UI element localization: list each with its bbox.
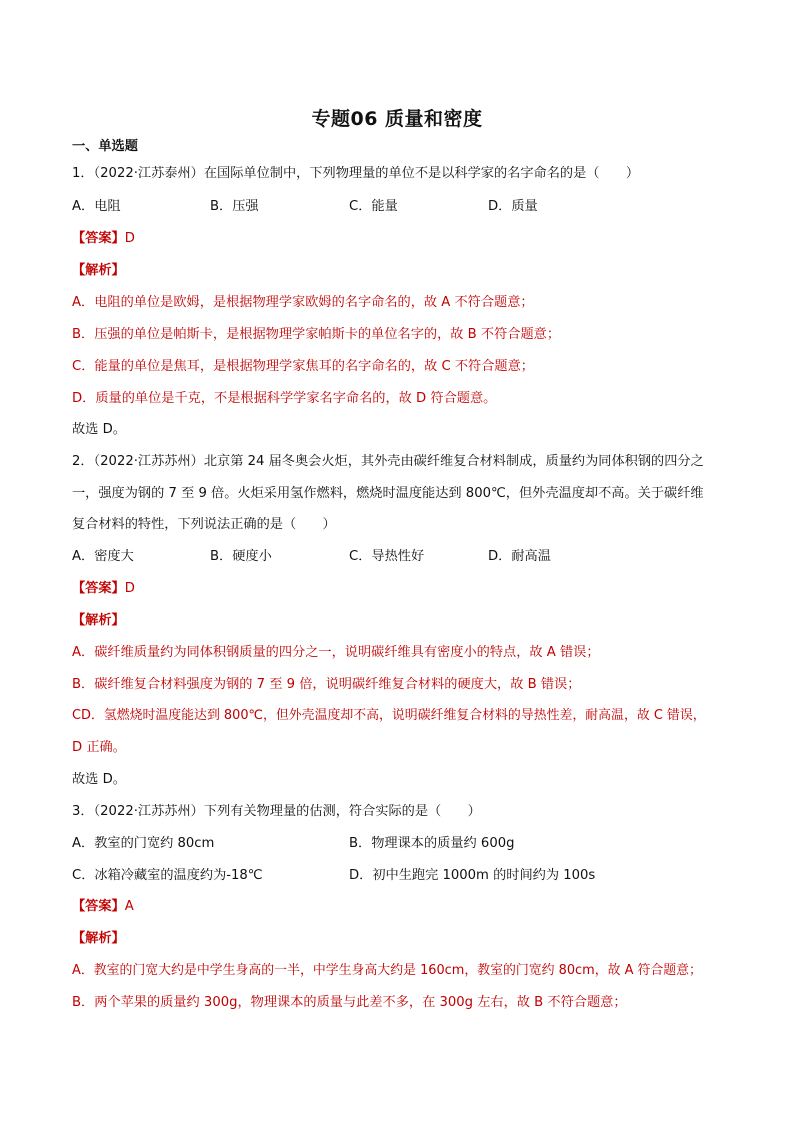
q1-analysis-label (72, 262, 125, 280)
q1-analysis-d: D．质量的单位是千克，不是根据科学学家名字命名的，故 D 符合题意。 (72, 391, 497, 406)
q1-option-a: A．电阻 (72, 199, 121, 214)
answer-value: D (124, 581, 135, 596)
q3-option-d: D．初中生跑完 1000m 的时间约为 100s (349, 868, 596, 883)
q2-option-b: B．硬度小 (210, 549, 272, 564)
answer-label: 【答案】 (72, 899, 125, 914)
analysis-label: 【解析】 (72, 263, 125, 278)
q1-analysis-a: A．电阻的单位是欧姆，是根据物理学家欧姆的名字命名的，故 A 不符合题意； (72, 295, 534, 310)
q2-answer (72, 580, 135, 598)
q2-stem-line2: 一，强度为钢的 7 至 9 倍。火炬采用氢作燃料，燃烧时温度能达到 800℃，但外壳温度却不高。关于碳纤维 (72, 486, 704, 501)
q3-option-c: C．冰箱冷藏室的温度约为-18℃ (72, 868, 263, 883)
section-heading: 一、单选题 (72, 139, 138, 154)
q3-answer (72, 898, 134, 916)
q2-option-d: D．耐高温 (488, 549, 551, 564)
q3-analysis-a: A．教室的门宽大约是中学生身高的一半，中学生身高大约是 160cm，教室的门宽约 80cm，故 A 符合题意； (72, 963, 702, 978)
q1-stem: 1．（2022·江苏泰州）在国际单位制中，下列物理量的单位不是以科学家的名字命名的是（ ） (72, 166, 640, 181)
q2-option-a: A．密度大 (72, 549, 134, 564)
answer-label: 【答案】 (72, 231, 125, 246)
q1-option-d: D．质量 (488, 199, 538, 214)
analysis-label: 【解析】 (72, 613, 125, 628)
q2-stem-line1: 2．（2022·江苏苏州）北京第 24 届冬奥会火炬，其外壳由碳纤维复合材料制成，质量约为同体积钢的四分之 (72, 454, 704, 469)
q1-answer (72, 230, 135, 248)
answer-label: 【答案】 (72, 581, 125, 596)
analysis-label: 【解析】 (72, 931, 125, 946)
q3-stem: 3．（2022·江苏苏州）下列有关物理量的估测，符合实际的是（ ） (72, 804, 481, 819)
page-title: 专题06 质量和密度 (311, 108, 483, 130)
q1-option-b: B．压强 (210, 199, 259, 214)
q1-analysis-c: C．能量的单位是焦耳，是根据物理学家焦耳的名字命名的，故 C 不符合题意； (72, 359, 534, 374)
q3-analysis-label (72, 930, 125, 948)
q2-analysis-b: B．碳纤维复合材料强度为钢的 7 至 9 倍，说明碳纤维复合材料的硬度大，故 B 错误； (72, 677, 581, 692)
q2-analysis-label (72, 612, 125, 630)
q2-analysis-cd: CD．氢燃烧时温度能达到 800℃，但外壳温度却不高，说明碳纤维复合材料的导热性差，耐高温，故 C 错误， (72, 708, 706, 723)
q2-option-c: C．导热性好 (349, 549, 425, 564)
q3-option-b: B．物理课本的质量约 600g (349, 836, 515, 851)
q2-analysis-a: A．碳纤维质量约为同体积钢质量的四分之一，说明碳纤维具有密度小的特点，故 A 错误； (72, 645, 600, 660)
q1-analysis-b: B．压强的单位是帕斯卡，是根据物理学家帕斯卡的单位名字的，故 B 不符合题意； (72, 327, 561, 342)
q2-conclusion: 故选 D。 (72, 772, 126, 787)
answer-value: D (124, 231, 135, 246)
q3-analysis-b: B．两个苹果的质量约 300g，物理课本的质量与此差不多，在 300g 左右，故 B 不符合题意； (72, 995, 627, 1010)
q1-conclusion: 故选 D。 (72, 422, 126, 437)
q2-stem-line3: 复合材料的特性，下列说法正确的是（ ） (72, 517, 336, 532)
q2-analysis-d: D 正确。 (72, 740, 126, 755)
answer-value: A (124, 899, 134, 914)
q3-option-a: A．教室的门宽约 80cm (72, 836, 215, 851)
q1-option-c: C．能量 (349, 199, 398, 214)
